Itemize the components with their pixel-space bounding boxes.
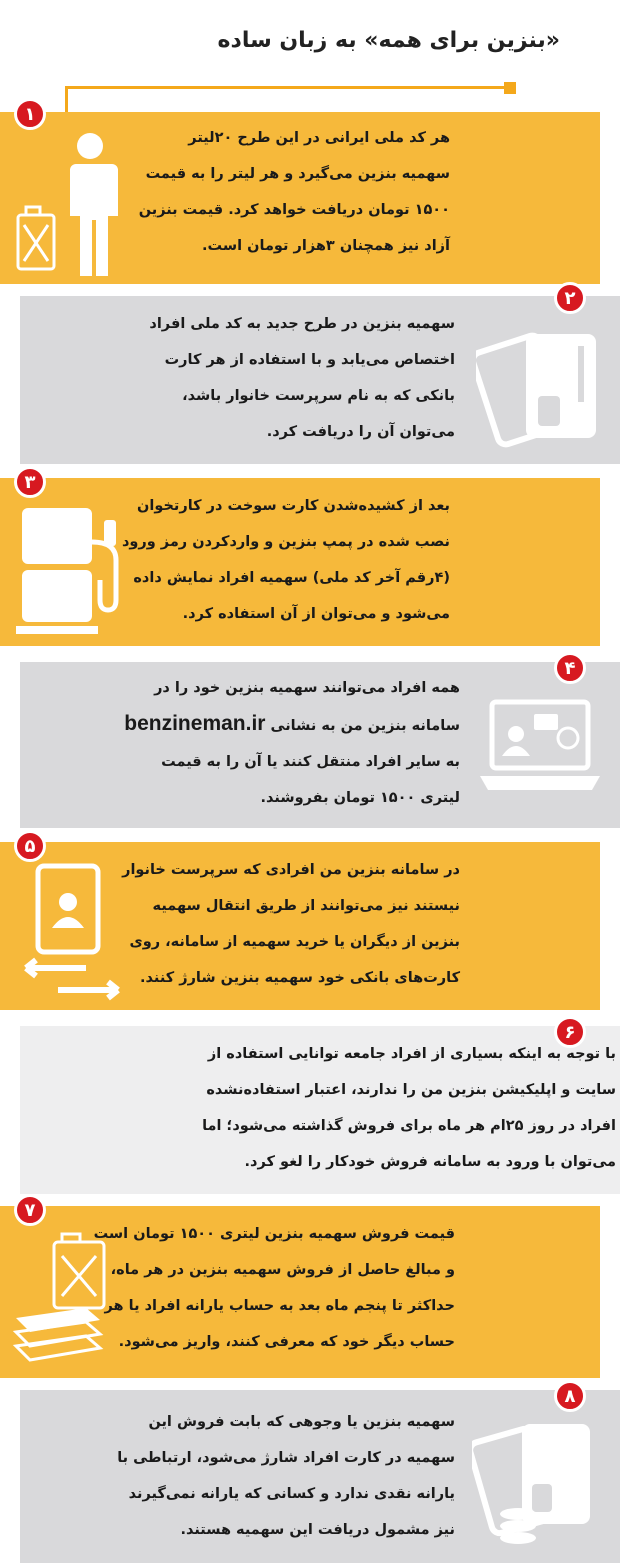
section-number-badge: ۴ bbox=[554, 652, 586, 684]
bank-card-icon bbox=[476, 320, 606, 450]
section-text bbox=[136, 1036, 616, 1180]
person-and-fuel-can-icon bbox=[12, 130, 132, 280]
section-8 bbox=[20, 1385, 620, 1563]
text-line: سهمیه بنزین یا وجوهی که بابت فروش این bbox=[148, 1414, 455, 1430]
text-line: کارت‌های بانکی خود سهمیه بنزین شارژ کنند. bbox=[140, 970, 460, 986]
section-text bbox=[115, 306, 455, 450]
infographic-title: «بنزین برای همه» به زبان ساده bbox=[217, 28, 560, 53]
text-line: (۴رقم آخر کد ملی) سهمیه افراد نمایش داده bbox=[133, 570, 450, 586]
website-address: benzineman.ir bbox=[124, 712, 266, 735]
card-and-coins-icon bbox=[472, 1414, 602, 1554]
text-line: در سامانه بنزین من افرادی که سرپرست خانوار bbox=[122, 862, 460, 878]
text-line: می‌توان با ورود به سامانه فروش خودکار را لغو کرد. bbox=[244, 1154, 616, 1170]
text-line: سهمیه بنزین می‌گیرد و هر لیتر را به قیمت bbox=[145, 166, 450, 182]
section-3 bbox=[0, 471, 600, 646]
text-line: با توجه به اینکه بسیاری از افراد جامعه توانایی استفاده از bbox=[207, 1046, 616, 1062]
text-line: قیمت فروش سهمیه بنزین لیتری ۱۵۰۰ تومان است bbox=[93, 1226, 455, 1242]
section-number-badge: ۶ bbox=[554, 1016, 586, 1048]
section-number-badge: ۵ bbox=[14, 830, 46, 862]
text-line: حساب دیگر خود که معرفی کنند، واریز می‌شود. bbox=[118, 1334, 455, 1350]
text-line: بعد از کشیده‌شدن کارت سوخت در کارتخوان bbox=[137, 498, 450, 514]
text-line: نصب شده در پمپ بنزین و واردکردن رمز ورود bbox=[121, 534, 450, 550]
text-line: نیز مشمول دریافت این سهمیه هستند. bbox=[180, 1522, 455, 1538]
section-7 bbox=[0, 1199, 600, 1378]
text-line: لیتری ۱۵۰۰ تومان بفروشند. bbox=[260, 790, 460, 806]
title-marker bbox=[504, 82, 516, 94]
section-4 bbox=[20, 657, 620, 828]
text-line: سهمیه بنزین در طرح جدید به کد ملی افراد bbox=[149, 316, 455, 332]
title-connector bbox=[65, 86, 68, 114]
text-line: افراد در روز ۲۵ام هر ماه برای فروش گذاشته می‌شود؛ اما bbox=[202, 1118, 616, 1134]
section-text bbox=[95, 1216, 455, 1360]
text-line: حداکثر تا پنجم ماه بعد به حساب یارانه افراد یا هر bbox=[104, 1298, 455, 1314]
section-number-badge: ۷ bbox=[14, 1194, 46, 1226]
text-line: همه افراد می‌توانند سهمیه بنزین خود را در bbox=[154, 680, 460, 696]
title-underline bbox=[65, 86, 510, 89]
section-number-badge: ۳ bbox=[14, 466, 46, 498]
section-number-badge: ۲ bbox=[554, 282, 586, 314]
section-text bbox=[100, 852, 460, 996]
laptop-contacts-icon bbox=[476, 696, 606, 806]
text-line: سهمیه در کارت افراد شارژ می‌شود، ارتباطی با bbox=[117, 1450, 455, 1466]
section-6 bbox=[20, 1021, 620, 1194]
text-line: آزاد نیز همچنان ۳هزار تومان است. bbox=[201, 238, 450, 254]
section-number-badge: ۸ bbox=[554, 1380, 586, 1412]
text-line: می‌توان آن را دریافت کرد. bbox=[266, 424, 455, 440]
text-line: اختصاص می‌یابد و با استفاده از هر کارت bbox=[164, 352, 455, 368]
text-line: هر کد ملی ایرانی در این طرح ۲۰لیتر bbox=[188, 130, 450, 146]
text-line: بنزین از دیگران یا خرید سهمیه از سامانه، روی bbox=[129, 934, 460, 950]
text-line bbox=[110, 706, 460, 744]
text-line: بانکی که به نام سرپرست خانوار باشد، bbox=[182, 388, 455, 404]
section-text bbox=[117, 1404, 455, 1548]
section-text bbox=[120, 120, 450, 264]
text-line: یارانه نقدی ندارد و کسانی که یارانه نمی‌گیرند bbox=[128, 1486, 455, 1502]
section-5 bbox=[0, 835, 600, 1010]
section-2 bbox=[20, 287, 620, 464]
section-1 bbox=[0, 103, 600, 284]
text-line: و مبالغ حاصل از فروش سهمیه بنزین در هر ماه، bbox=[110, 1262, 455, 1278]
text-line: ۱۵۰۰ تومان دریافت خواهد کرد. قیمت بنزین bbox=[138, 202, 450, 218]
section-text bbox=[110, 488, 450, 632]
section-number-badge: ۱ bbox=[14, 98, 46, 130]
text-line: می‌شود و می‌توان از آن استفاده کرد. bbox=[182, 606, 450, 622]
text-line: سایت و اپلیکیشن بنزین من را ندارند، اعتبار استفاده‌نشده bbox=[206, 1082, 616, 1098]
text-line: نیستند نیز می‌توانند از طریق انتقال سهمیه bbox=[152, 898, 460, 914]
text-line: سامانه بنزین من به نشانی bbox=[270, 718, 460, 734]
section-text bbox=[110, 670, 460, 816]
text-line: به سایر افراد منتقل کنند یا آن را به قیمت bbox=[161, 754, 460, 770]
